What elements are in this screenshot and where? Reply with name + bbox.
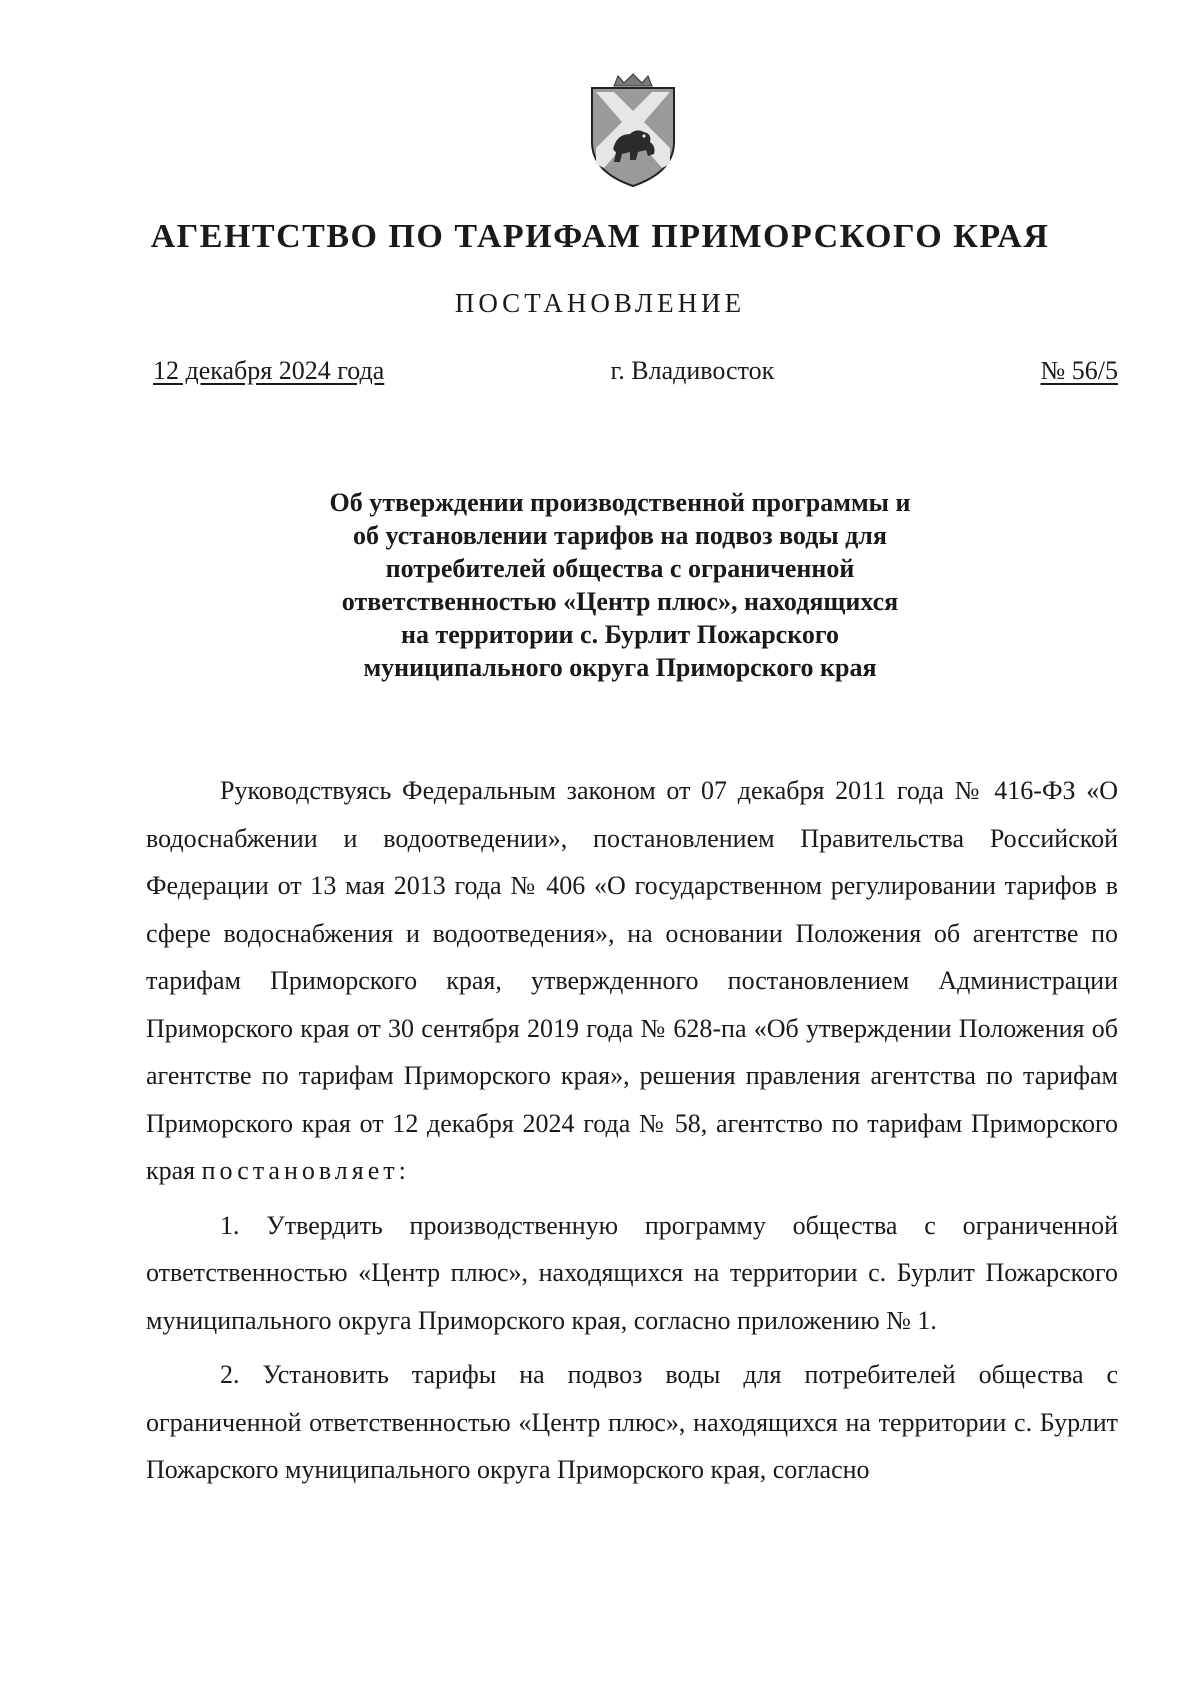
- item-1-paragraph: 1. Утвердить производственную программу общества с ограниченной ответственностью «Центр плюс», находящихся на территории с. Бурлит Пожарского муниципального округа Приморского края, согласно приложению № 1.: [146, 1210, 1118, 1335]
- title-line: на территории с. Бурлит Пожарского: [400, 620, 839, 649]
- title-line: муниципального округа Приморского края: [363, 653, 877, 682]
- document-meta-row: [153, 356, 1118, 386]
- title-line: об установлении тарифов на подвоз воды для: [353, 521, 887, 550]
- decree-word: постановляет:: [201, 1156, 410, 1185]
- title-line: Об утверждении производственной программы и: [329, 488, 911, 517]
- title-line: ответственностью «Центр плюс», находящихся: [341, 587, 899, 616]
- document-title: [280, 486, 960, 684]
- document-number: № 56/5: [1040, 356, 1118, 385]
- document-date: 12 декабря 2024 года: [153, 356, 385, 385]
- preamble-paragraph: [146, 767, 1118, 1195]
- preamble-text: Руководствуясь Федеральным законом от 07 декабря 2011 года № 416-ФЗ «О водоснабжении и водоотведении», постановлением Правительства Российской Федерации от 13 мая 2013 года № 406 «О государственном регулировании тарифов в сфере водоснабжения и водоотведения», на основании Положения об агентстве по тарифам Приморского края, утвержденного постановлением Администрации Приморского края от 30 сентября 2019 года № 628-па «Об утверждении Положения об агентстве по тарифам Приморского края», решения правления агентства по тарифам Приморского края от 12 декабря 2024 года № 58, агентство по тарифам Приморского края: [146, 776, 1118, 1185]
- document-body: [146, 767, 1118, 1494]
- coat-of-arms-emblem: [584, 72, 682, 190]
- item-2-paragraph: 2. Установить тарифы на подвоз воды для потребителей общества с ограниченной ответственностью «Центр плюс», находящихся на территории с. Бурлит Пожарского муниципального округа Приморского края, согласно: [146, 1360, 1118, 1484]
- document-type: ПОСТАНОВЛЕНИЕ: [454, 288, 746, 318]
- agency-name: АГЕНТСТВО ПО ТАРИФАМ ПРИМОРСКОГО КРАЯ: [150, 218, 1050, 255]
- document-city: г. Владивосток: [610, 356, 775, 385]
- title-line: потребителей общества с ограниченной: [385, 554, 855, 583]
